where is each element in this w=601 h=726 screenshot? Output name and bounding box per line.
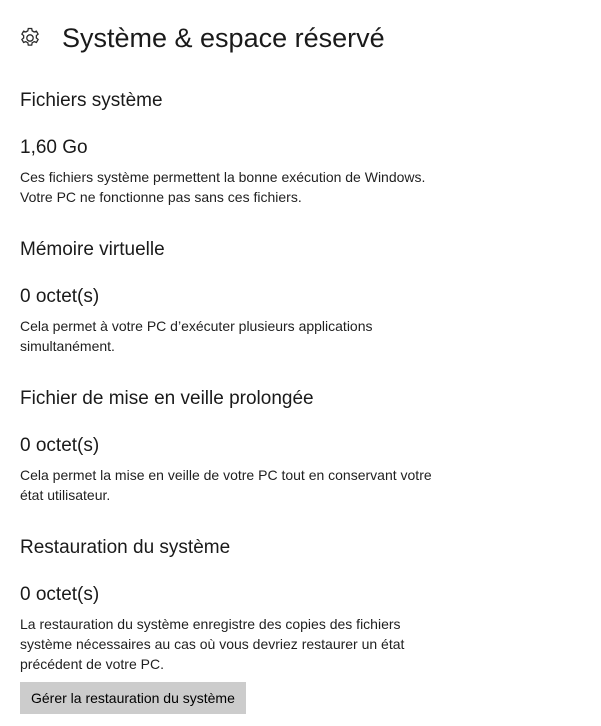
description-line: Cela permet à votre PC d’exécuter plusieurs applications (20, 318, 373, 334)
description-line: La restauration du système enregistre des copies des fichiers (20, 616, 401, 632)
section-system-files (20, 88, 490, 207)
section-heading: Fichiers système (20, 90, 163, 111)
size-value: 1,60 Go (20, 137, 88, 158)
description-line: système nécessaires au cas où vous devriez restaurer un état (20, 636, 405, 652)
section-heading: Restauration du système (20, 537, 231, 558)
section-description (20, 614, 470, 674)
description-line: Ces fichiers système permettent la bonne exécution de Windows. (20, 169, 426, 185)
section-description (20, 316, 470, 356)
size-value: 0 octet(s) (20, 435, 100, 456)
description-line: simultanément. (20, 338, 115, 354)
manage-system-restore-button[interactable]: Gérer la restauration du système (20, 682, 246, 714)
page-header (18, 20, 385, 56)
section-heading: Mémoire virtuelle (20, 239, 165, 260)
section-virtual-memory (20, 237, 490, 356)
section-description (20, 167, 470, 207)
section-system-restore (20, 535, 490, 674)
description-line: Cela permet la mise en veille de votre PC tout en conservant votre (20, 467, 432, 483)
size-value: 0 octet(s) (20, 286, 100, 307)
size-value: 0 octet(s) (20, 584, 100, 605)
description-line: état utilisateur. (20, 487, 111, 503)
section-description (20, 465, 470, 505)
section-heading: Fichier de mise en veille prolongée (20, 388, 314, 409)
gear-icon (18, 26, 42, 50)
description-line: précédent de votre PC. (20, 656, 164, 672)
section-hibernation-file (20, 386, 490, 505)
description-line: Votre PC ne fonctionne pas sans ces fichiers. (20, 189, 302, 205)
page-title: Système & espace réservé (62, 23, 385, 53)
